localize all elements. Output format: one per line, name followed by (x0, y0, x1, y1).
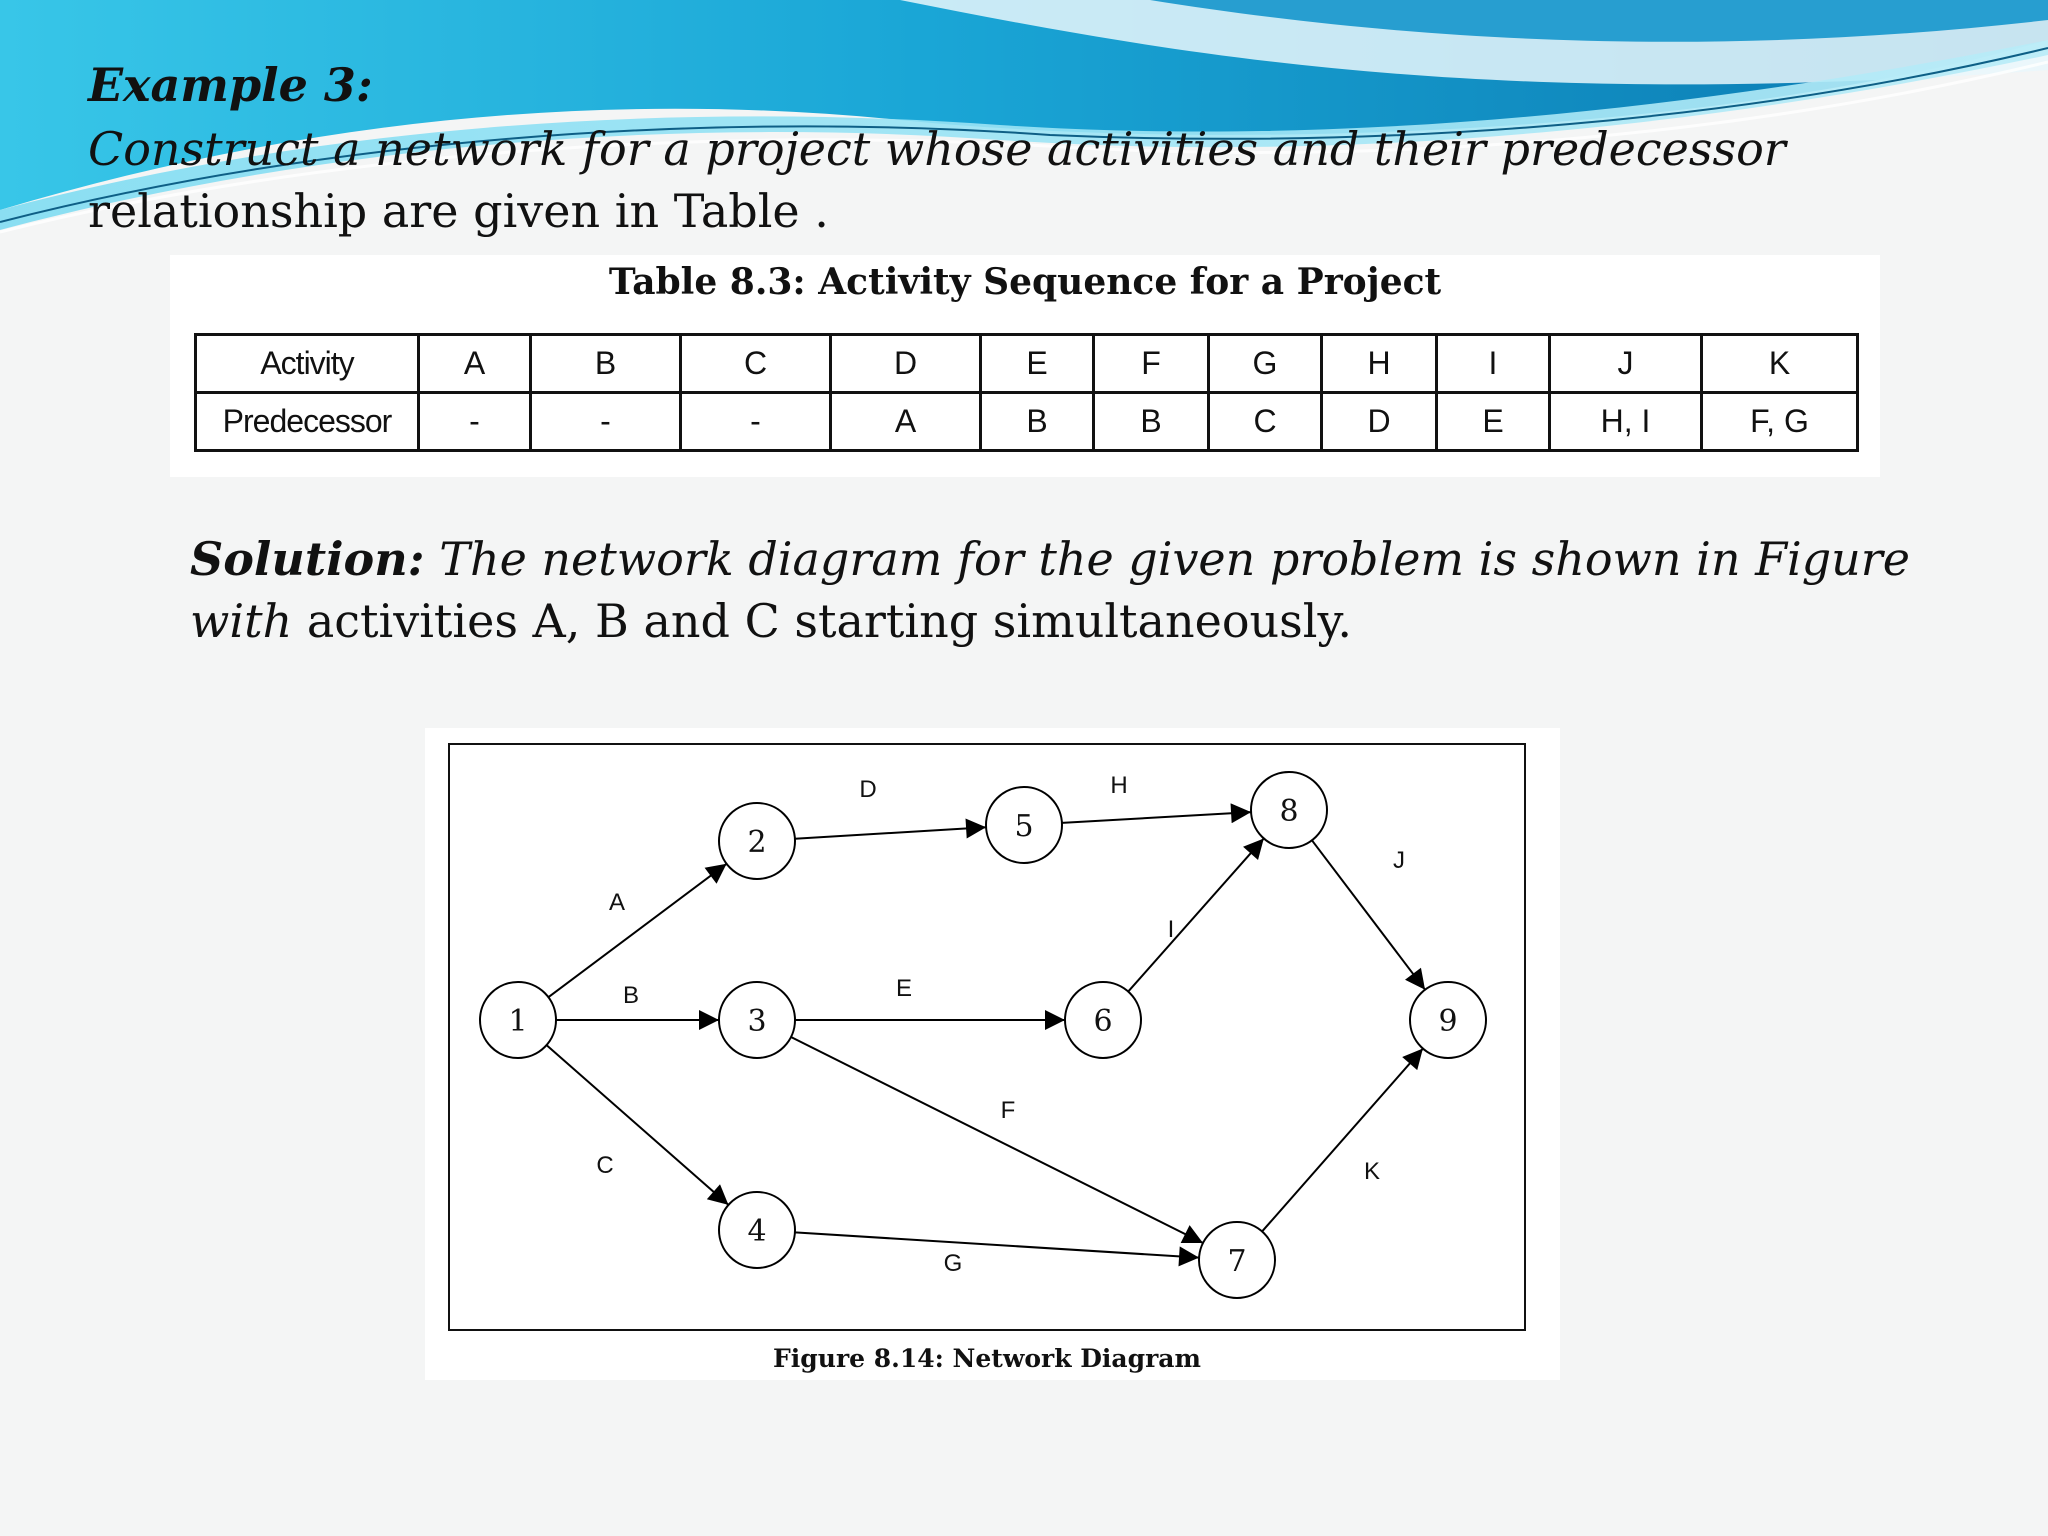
arrow-J (1312, 840, 1425, 989)
table-cell: E (981, 335, 1094, 393)
table-cell: D (831, 335, 981, 393)
arrow-label: A (608, 889, 626, 916)
arrow-C (547, 1045, 729, 1205)
solution-rest: activities A, B and C starting simultaneously. (292, 594, 1352, 648)
arrow-G (795, 1232, 1199, 1257)
table-caption: Table 8.3: Activity Sequence for a Project (608, 261, 1442, 303)
table-cell: C (1209, 393, 1322, 451)
table-cell: - (419, 393, 531, 451)
arrow-label: C (596, 1152, 614, 1179)
table-cell: A (831, 393, 981, 451)
table-cell: D (1322, 393, 1437, 451)
table-cell: B (981, 393, 1094, 451)
row-label-predecessor: Predecessor (196, 393, 419, 451)
table-cell: K (1702, 335, 1858, 393)
activity-row (196, 335, 1858, 393)
node-label: 6 (1093, 1004, 1113, 1039)
arrow-label: B (622, 982, 640, 1009)
arrow-F (791, 1037, 1203, 1243)
table-cell: I (1437, 335, 1550, 393)
arrow-label: D (859, 776, 877, 803)
arrow-label: E (895, 975, 913, 1002)
example-heading: Example 3: (88, 58, 373, 112)
figure-panel (425, 728, 1560, 1380)
table-cell: H, I (1550, 393, 1702, 451)
predecessor-row (196, 393, 1858, 451)
node-label: 8 (1279, 794, 1299, 829)
table-cell: C (681, 335, 831, 393)
intro-text (88, 118, 1988, 242)
node-label: 5 (1014, 809, 1034, 844)
table-cell: H (1322, 335, 1437, 393)
arrow-K (1262, 1049, 1423, 1232)
solution-text (190, 528, 1990, 652)
solution-italic: The network diagram for the given problem is shown in Figure with (190, 532, 1911, 648)
solution-label: Solution: (190, 532, 425, 586)
arrow-label: J (1393, 847, 1405, 874)
arrow-label: H (1110, 772, 1128, 799)
table-cell: - (531, 393, 681, 451)
table-cell: F, G (1702, 393, 1858, 451)
arrow-I (1128, 838, 1264, 991)
node-label: 9 (1438, 1004, 1458, 1039)
arrow-label: I (1167, 916, 1175, 943)
arrow-label: F (1000, 1097, 1016, 1124)
activity-table (194, 333, 1859, 452)
table-cell: B (1094, 393, 1209, 451)
node-label: 1 (508, 1004, 528, 1039)
intro-italic: Construct a network for a project whose activities and their predecessor (88, 122, 1786, 176)
arrow-D (795, 827, 986, 838)
row-label-activity: Activity (196, 335, 419, 393)
figure-caption: Figure 8.14: Network Diagram (773, 1344, 1201, 1373)
table-cell: F (1094, 335, 1209, 393)
arrow-label: K (1363, 1158, 1381, 1185)
arrow-label: G (943, 1250, 963, 1277)
table-cell: J (1550, 335, 1702, 393)
node-label: 3 (747, 1004, 767, 1039)
table-cell: B (531, 335, 681, 393)
table-cell: - (681, 393, 831, 451)
arrow-A (548, 864, 726, 997)
intro-rest: relationship are given in Table . (88, 184, 829, 238)
node-label: 4 (747, 1214, 767, 1249)
table-cell: G (1209, 335, 1322, 393)
arrow-H (1062, 812, 1251, 823)
table-cell: A (419, 335, 531, 393)
node-label: 2 (747, 825, 767, 860)
network-diagram (425, 728, 1560, 1380)
table-cell: E (1437, 393, 1550, 451)
node-label: 7 (1227, 1244, 1247, 1279)
table-panel (170, 255, 1880, 477)
